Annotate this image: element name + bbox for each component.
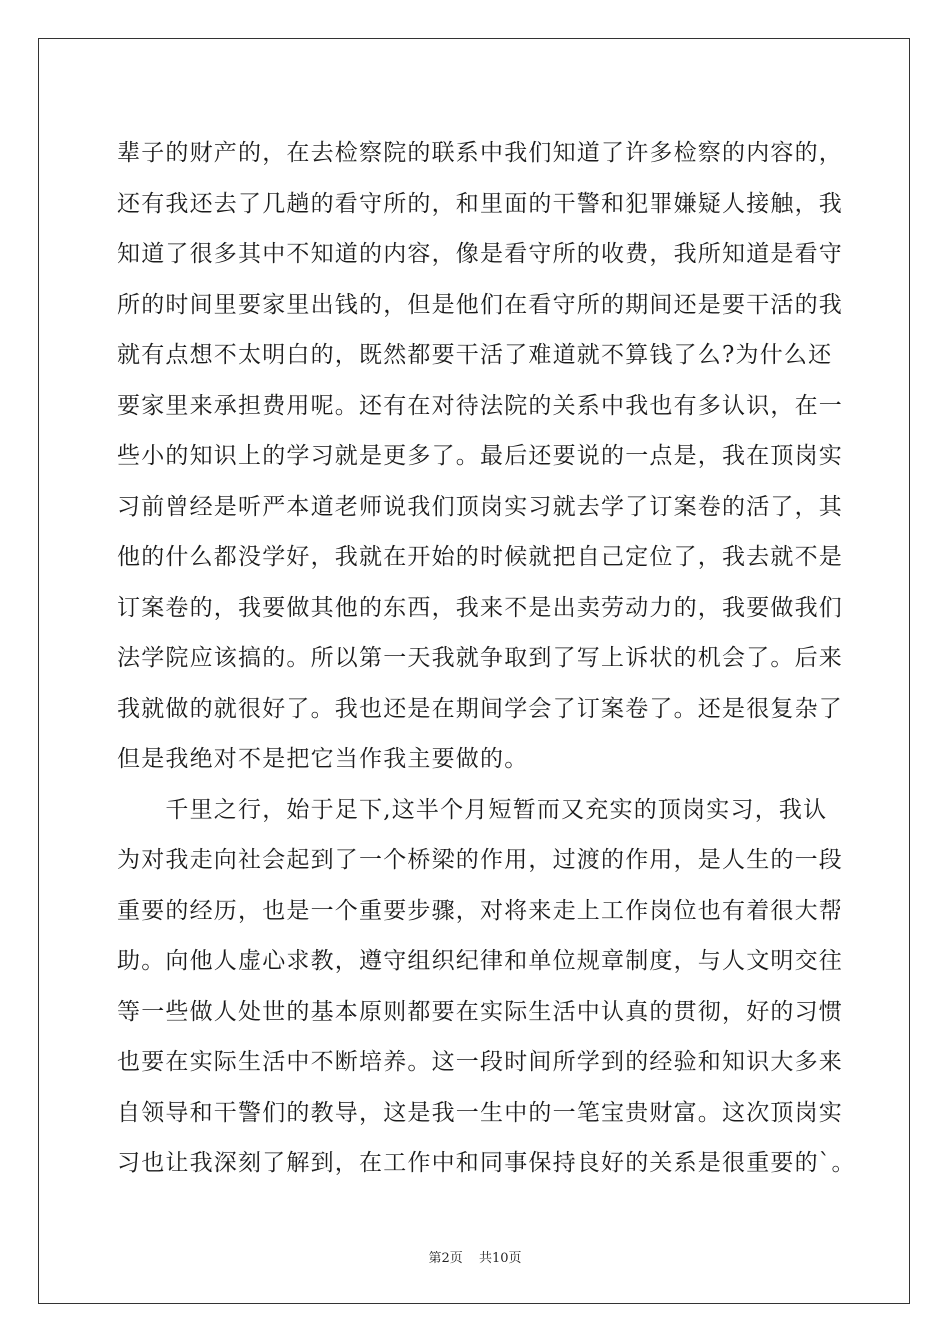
text-line: 但是我绝对不是把它当作我主要做的。 [117, 746, 529, 772]
text-line: 重要的经历，也是一个重要步骤，对将来走上工作岗位也有着很大帮 [117, 897, 843, 924]
text-line: 等一些做人处世的基本原则都要在实际生活中认真的贯彻，好的习惯 [117, 998, 843, 1025]
text-line: 知道了很多其中不知道的内容，像是看守所的收费，我所知道是看守 [117, 241, 843, 267]
text-line: 也要在实际生活中不断培养。这一段时间所学到的经验和知识大多来 [117, 1049, 843, 1075]
text-line: 所的时间里要家里出钱的，但是他们在看守所的期间还是要干活的我 [117, 291, 843, 318]
text-line: 习也让我深刻了解到，在工作中和同事保持良好的关系是很重要的`。 [117, 1150, 856, 1176]
text-line: 我就做的就很好了。我也还是在期间学会了订案卷了。还是很复杂了 [117, 695, 843, 722]
page-number: 第2页 [428, 1251, 463, 1266]
text-line: 还有我还去了几趟的看守所的，和里面的干警和犯罪嫌疑人接触，我 [117, 190, 843, 217]
text-line: 自领导和干警们的教导，这是我一生中的一笔宝贵财富。这次顶岗实 [117, 1099, 843, 1126]
page-total: 共10页 [478, 1251, 522, 1266]
text-line: 助。向他人虚心求教，遵守组织纪律和单位规章制度，与人文明交往 [117, 948, 843, 974]
text-line: 法学院应该搞的。所以第一天我就争取到了写上诉状的机会了。后来 [117, 645, 843, 671]
text-line: 订案卷的，我要做其他的东西，我来不是出卖劳动力的，我要做我们 [117, 594, 843, 621]
document-body [117, 128, 856, 1189]
text-line: 要家里来承担费用呢。还有在对待法院的关系中我也有多认识，在一 [117, 392, 843, 419]
text-line: 就有点想不太明白的，既然都要干活了难道就不算钱了么?为什么还 [117, 342, 833, 368]
text-line: 辈子的财产的，在去检察院的联系中我们知道了许多检察的内容的， [117, 140, 843, 166]
page-footer [0, 1247, 950, 1266]
text-line: 千里之行，始于足下,这半个月短暂而又充实的顶岗实习，我认 [117, 796, 828, 823]
text-line: 为对我走向社会起到了一个桥梁的作用，过渡的作用，是人生的一段 [117, 847, 843, 873]
text-line: 习前曾经是听严本道老师说我们顶岗实习就去学了订案卷的活了，其 [117, 493, 843, 520]
text-line: 他的什么都没学好，我就在开始的时候就把自己定位了，我去就不是 [117, 544, 843, 570]
text-line: 些小的知识上的学习就是更多了。最后还要说的一点是，我在顶岗实 [117, 443, 843, 469]
